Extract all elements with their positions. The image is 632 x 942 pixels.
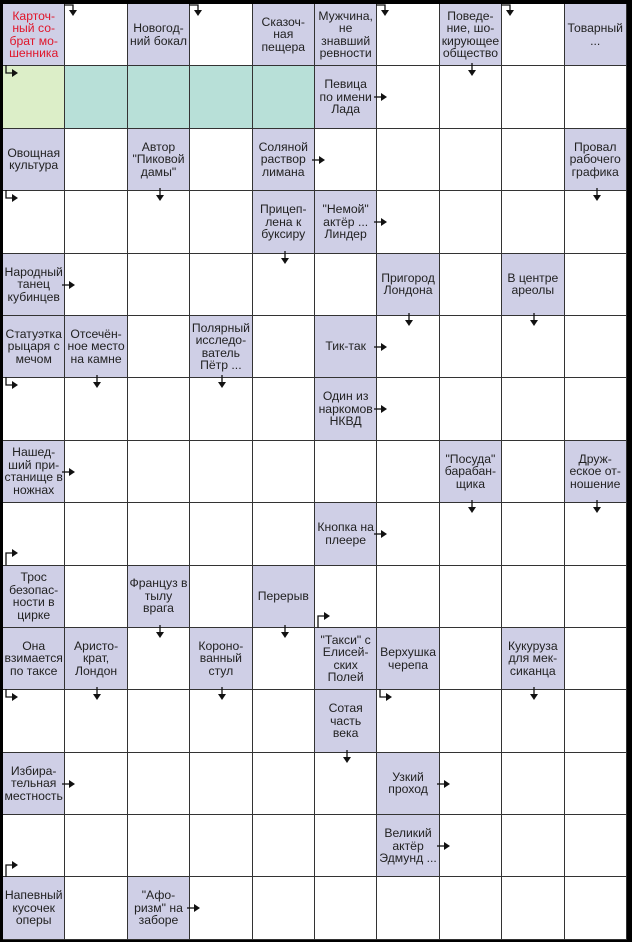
answer-cell[interactable] xyxy=(315,566,377,628)
selected-word-cell[interactable] xyxy=(190,66,252,128)
answer-cell[interactable] xyxy=(565,690,627,752)
answer-cell[interactable] xyxy=(565,753,627,815)
clue-cell xyxy=(565,129,627,191)
arrow-down-icon xyxy=(593,188,601,202)
arrow-right-icon xyxy=(62,281,76,289)
answer-cell[interactable] xyxy=(253,316,315,378)
clue-cell xyxy=(190,628,252,690)
clue-text: Короно- ванный стул xyxy=(198,638,244,678)
answer-cell[interactable] xyxy=(377,316,439,378)
answer-cell[interactable] xyxy=(315,129,377,191)
answer-cell[interactable] xyxy=(253,254,315,316)
clue-cell xyxy=(3,4,65,66)
answer-cell[interactable] xyxy=(502,316,564,378)
answer-cell[interactable] xyxy=(128,378,190,440)
answer-cell[interactable] xyxy=(65,815,127,877)
clue-cell xyxy=(315,4,377,66)
clue-cell xyxy=(128,566,190,628)
clue-cell xyxy=(565,441,627,503)
answer-cell[interactable] xyxy=(128,690,190,752)
clue-cell xyxy=(253,129,315,191)
answer-cell[interactable] xyxy=(502,191,564,253)
answer-cell[interactable] xyxy=(190,877,252,939)
answer-cell[interactable] xyxy=(128,191,190,253)
arrow-down-icon xyxy=(593,500,601,514)
clue-text: Верхушка черепа xyxy=(380,645,436,672)
answer-cell[interactable] xyxy=(502,378,564,440)
arrow-down-icon xyxy=(93,687,101,701)
clue-cell xyxy=(315,378,377,440)
arrow-right-icon xyxy=(187,904,201,912)
clue-cell xyxy=(315,690,377,752)
clue-cell xyxy=(502,254,564,316)
clue-text: Пригород Лондона xyxy=(381,270,435,298)
selected-word-cell[interactable] xyxy=(253,66,315,128)
clue-cell xyxy=(440,441,502,503)
arrow-right-icon xyxy=(62,468,76,476)
clue-text: Товарный ... xyxy=(567,21,623,48)
answer-cell[interactable] xyxy=(253,503,315,565)
clue-cell xyxy=(315,191,377,253)
arrow-right-icon xyxy=(312,156,326,164)
clue-cell xyxy=(377,628,439,690)
answer-cell[interactable] xyxy=(440,503,502,565)
answer-cell[interactable] xyxy=(565,566,627,628)
clue-cell xyxy=(565,4,627,66)
clue-cell xyxy=(3,441,65,503)
clue-cell xyxy=(128,877,190,939)
answer-cell[interactable] xyxy=(440,566,502,628)
answer-cell[interactable] xyxy=(502,129,564,191)
clue-cell xyxy=(253,191,315,253)
answer-cell[interactable] xyxy=(65,378,127,440)
clue-text: Кукуруза для мек- сиканца xyxy=(507,638,558,678)
clue-text: "Посуда" барабан- щика xyxy=(444,451,497,491)
clue-text: Француз в тылу врага xyxy=(129,576,188,616)
answer-cell[interactable] xyxy=(65,4,127,66)
clue-cell xyxy=(65,316,127,378)
arrow-right-icon xyxy=(2,543,20,567)
clue-text: Друж- еское от- ношение xyxy=(569,451,621,491)
arrow-down-icon xyxy=(405,313,413,327)
arrow-right-icon xyxy=(374,343,388,351)
answer-cell[interactable] xyxy=(190,503,252,565)
answer-cell[interactable] xyxy=(315,815,377,877)
answer-cell[interactable] xyxy=(502,66,564,128)
answer-cell[interactable] xyxy=(377,66,439,128)
clue-cell xyxy=(3,753,65,815)
arrow-right-icon xyxy=(314,606,332,630)
clue-text: "Афо- ризм" на заборе xyxy=(134,888,183,928)
clue-cell xyxy=(377,254,439,316)
answer-cell[interactable] xyxy=(253,690,315,752)
arrow-down-icon xyxy=(501,1,515,17)
clue-text: Она взимается по таксе xyxy=(4,638,63,678)
answer-cell[interactable] xyxy=(377,441,439,503)
clue-text: Отсечён- ное место на камне xyxy=(67,326,125,366)
answer-cell[interactable] xyxy=(440,753,502,815)
arrow-right-icon xyxy=(437,842,451,850)
clue-cell xyxy=(502,628,564,690)
clue-text: Избира- тельная местность xyxy=(4,763,63,803)
arrow-right-icon xyxy=(2,689,20,703)
answer-cell[interactable] xyxy=(315,441,377,503)
answer-cell[interactable] xyxy=(190,129,252,191)
answer-cell[interactable] xyxy=(565,378,627,440)
answer-cell[interactable] xyxy=(377,690,439,752)
answer-cell[interactable] xyxy=(377,191,439,253)
clue-text: Напевный кусочек оперы xyxy=(4,888,63,928)
answer-cell[interactable] xyxy=(190,4,252,66)
answer-cell[interactable] xyxy=(502,690,564,752)
answer-cell[interactable] xyxy=(502,441,564,503)
arrow-right-icon xyxy=(62,780,76,788)
answer-cell[interactable] xyxy=(565,66,627,128)
clue-cell xyxy=(315,66,377,128)
answer-cell[interactable] xyxy=(65,566,127,628)
answer-cell[interactable] xyxy=(377,378,439,440)
clue-cell xyxy=(315,628,377,690)
answer-cell[interactable] xyxy=(65,441,127,503)
answer-cell[interactable] xyxy=(440,316,502,378)
answer-cell[interactable] xyxy=(502,753,564,815)
arrow-right-icon xyxy=(2,65,20,79)
arrow-down-icon xyxy=(468,63,476,77)
answer-cell[interactable] xyxy=(440,877,502,939)
answer-cell[interactable] xyxy=(565,254,627,316)
clue-text: Народный танец кубинцев xyxy=(4,264,63,304)
clue-text: Певица по имени Лада xyxy=(319,77,372,117)
clue-cell xyxy=(128,4,190,66)
arrow-right-icon xyxy=(374,93,388,101)
answer-cell[interactable] xyxy=(377,129,439,191)
clue-cell xyxy=(315,503,377,565)
arrow-down-icon xyxy=(376,1,390,17)
answer-cell[interactable] xyxy=(502,566,564,628)
answer-cell[interactable] xyxy=(315,877,377,939)
clue-cell xyxy=(253,566,315,628)
arrow-down-icon xyxy=(468,500,476,514)
answer-cell[interactable] xyxy=(502,503,564,565)
answer-cell[interactable] xyxy=(253,877,315,939)
answer-cell[interactable] xyxy=(3,503,65,565)
arrow-right-icon xyxy=(2,377,20,391)
selected-word-cell[interactable] xyxy=(65,66,127,128)
answer-cell[interactable] xyxy=(377,4,439,66)
answer-cell[interactable] xyxy=(65,753,127,815)
clue-text: Сотая часть века xyxy=(328,701,363,741)
arrow-right-icon xyxy=(374,218,388,226)
answer-cell[interactable] xyxy=(190,441,252,503)
answer-cell[interactable] xyxy=(65,129,127,191)
clue-text: Кнопка на плеере xyxy=(317,520,374,547)
arrow-down-icon xyxy=(343,750,351,764)
clue-text: Поведе- ние, шо- кирующее общество xyxy=(441,8,500,61)
answer-cell[interactable] xyxy=(128,815,190,877)
clue-text: Тик-так xyxy=(325,339,366,354)
answer-cell[interactable] xyxy=(565,628,627,690)
answer-cell[interactable] xyxy=(315,753,377,815)
answer-cell[interactable] xyxy=(190,254,252,316)
answer-cell[interactable] xyxy=(128,316,190,378)
crossword-grid xyxy=(3,4,627,940)
answer-cell[interactable] xyxy=(440,66,502,128)
answer-cell[interactable] xyxy=(65,254,127,316)
answer-cell[interactable] xyxy=(65,877,127,939)
answer-cell[interactable] xyxy=(128,628,190,690)
arrow-down-icon xyxy=(218,375,226,389)
arrow-right-icon xyxy=(2,855,20,879)
clue-text: Мужчина, не знавший ревности xyxy=(318,8,373,61)
answer-cell[interactable] xyxy=(440,815,502,877)
answer-cell[interactable] xyxy=(565,191,627,253)
clue-text: Нашед- ший при- станище в ножнах xyxy=(4,445,63,497)
answer-cell[interactable] xyxy=(565,877,627,939)
answer-cell[interactable] xyxy=(128,254,190,316)
answer-cell[interactable] xyxy=(3,815,65,877)
answer-cell[interactable] xyxy=(190,690,252,752)
clue-cell xyxy=(128,129,190,191)
answer-cell[interactable] xyxy=(565,503,627,565)
arrow-right-icon xyxy=(2,190,20,204)
arrow-down-icon xyxy=(218,687,226,701)
arrow-down-icon xyxy=(530,313,538,327)
answer-cell[interactable] xyxy=(502,877,564,939)
arrow-down-icon xyxy=(156,188,164,202)
answer-cell[interactable] xyxy=(190,815,252,877)
arrow-down-icon xyxy=(189,1,203,17)
clue-text: Прицеп- лена к буксиру xyxy=(259,202,307,242)
clue-cell xyxy=(377,815,439,877)
answer-cell[interactable] xyxy=(253,753,315,815)
clue-text: "Такси" с Елисей- ских Полей xyxy=(320,632,371,685)
answer-cell[interactable] xyxy=(190,566,252,628)
clue-cell xyxy=(3,254,65,316)
clue-cell xyxy=(65,628,127,690)
answer-cell[interactable] xyxy=(65,503,127,565)
clue-cell xyxy=(3,628,65,690)
clue-text: Один из наркомов НКВД xyxy=(318,389,373,429)
clue-text: Соляной раствор лимана xyxy=(258,139,308,179)
answer-cell[interactable] xyxy=(253,378,315,440)
answer-cell[interactable] xyxy=(377,503,439,565)
answer-cell[interactable] xyxy=(565,316,627,378)
clue-text: Новогод- ний бокал xyxy=(129,21,187,48)
clue-text: Аристо- крат, Лондон xyxy=(74,638,119,678)
answer-cell[interactable] xyxy=(440,378,502,440)
clue-text: Провал рабочего графика xyxy=(569,139,621,179)
clue-text: Карточ- ный со- брат мо- шенника xyxy=(9,8,59,61)
selected-word-start-cell[interactable] xyxy=(3,66,65,128)
answer-cell[interactable] xyxy=(253,815,315,877)
answer-cell[interactable] xyxy=(128,503,190,565)
clue-cell xyxy=(3,877,65,939)
arrow-down-icon xyxy=(93,375,101,389)
arrow-right-icon xyxy=(376,689,394,703)
answer-cell[interactable] xyxy=(190,378,252,440)
answer-cell[interactable] xyxy=(440,690,502,752)
clue-text: Автор "Пиковой дамы" xyxy=(132,139,185,179)
arrow-right-icon xyxy=(437,780,451,788)
clue-cell xyxy=(315,316,377,378)
answer-cell[interactable] xyxy=(65,191,127,253)
answer-cell[interactable] xyxy=(128,441,190,503)
answer-cell[interactable] xyxy=(502,815,564,877)
arrow-right-icon xyxy=(374,405,388,413)
clue-text: Великий актёр Эдмунд ... xyxy=(379,826,437,866)
arrow-down-icon xyxy=(156,625,164,639)
answer-cell[interactable] xyxy=(253,628,315,690)
answer-cell[interactable] xyxy=(3,690,65,752)
clue-cell xyxy=(440,4,502,66)
answer-cell[interactable] xyxy=(253,441,315,503)
answer-cell[interactable] xyxy=(377,877,439,939)
selected-word-cell[interactable] xyxy=(128,66,190,128)
answer-cell[interactable] xyxy=(440,628,502,690)
clue-text: Статуэтка рыцаря с мечом xyxy=(5,326,62,366)
answer-cell[interactable] xyxy=(440,191,502,253)
answer-cell[interactable] xyxy=(315,254,377,316)
clue-text: Узкий проход xyxy=(388,769,428,797)
answer-cell[interactable] xyxy=(440,129,502,191)
answer-cell[interactable] xyxy=(377,566,439,628)
answer-cell[interactable] xyxy=(502,4,564,66)
clue-cell xyxy=(377,753,439,815)
clue-text: Полярный исследо- ватель Пётр ... xyxy=(191,320,250,373)
clue-cell xyxy=(3,566,65,628)
answer-cell[interactable] xyxy=(190,753,252,815)
arrow-down-icon xyxy=(530,687,538,701)
clue-cell xyxy=(3,316,65,378)
arrow-down-icon xyxy=(281,251,289,265)
answer-cell[interactable] xyxy=(565,815,627,877)
answer-cell[interactable] xyxy=(440,254,502,316)
answer-cell[interactable] xyxy=(3,378,65,440)
clue-text: Овощная культура xyxy=(7,145,61,173)
arrow-down-icon xyxy=(64,1,78,17)
clue-cell xyxy=(253,4,315,66)
clue-text: Трос безопас- ности в цирке xyxy=(9,570,59,622)
answer-cell[interactable] xyxy=(190,191,252,253)
clue-text: Перерыв xyxy=(257,588,309,603)
answer-cell[interactable] xyxy=(65,690,127,752)
clue-cell xyxy=(190,316,252,378)
arrow-down-icon xyxy=(281,625,289,639)
clue-text: Сказоч- ная пещера xyxy=(261,14,306,54)
clue-text: В центре ареолы xyxy=(507,270,559,298)
answer-cell[interactable] xyxy=(3,191,65,253)
answer-cell[interactable] xyxy=(128,753,190,815)
clue-cell xyxy=(3,129,65,191)
arrow-right-icon xyxy=(374,530,388,538)
clue-text: "Немой" актёр ... Линдер xyxy=(322,202,369,242)
